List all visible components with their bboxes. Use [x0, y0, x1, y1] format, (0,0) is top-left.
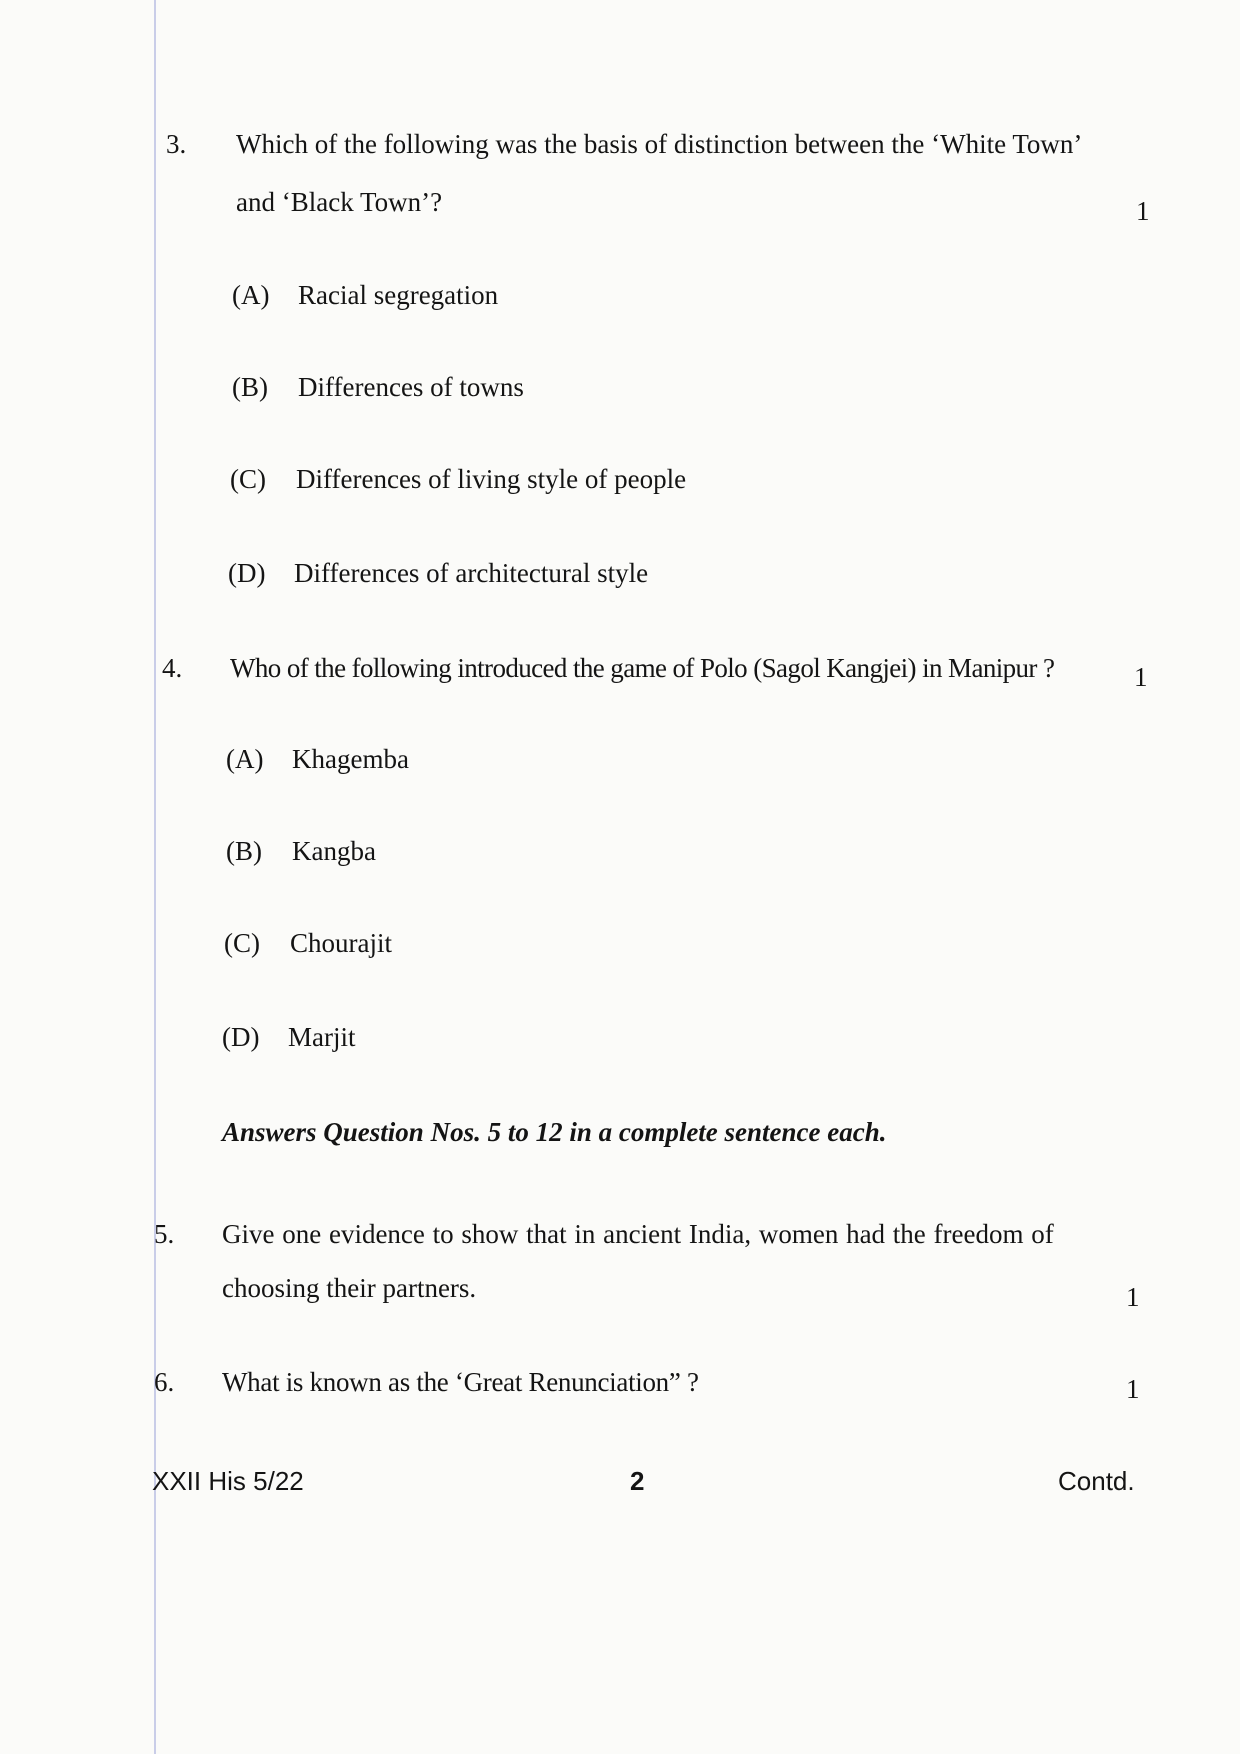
- option-d: [222, 1022, 356, 1053]
- question-marks: 1: [1126, 1374, 1140, 1404]
- option-label: (A): [232, 280, 270, 310]
- option-label: (D): [228, 558, 266, 588]
- option-a: [226, 744, 409, 775]
- question-marks: 1: [1134, 662, 1148, 692]
- question-marks: 1: [1136, 196, 1150, 226]
- option-text: Chourajit: [290, 928, 392, 958]
- question-number: 4.: [162, 653, 183, 683]
- option-text: Marjit: [288, 1022, 356, 1052]
- question-text-line-1: What is known as the ‘Great Renunciation” ?: [222, 1367, 699, 1397]
- footer-paper-code: XXII His 5/22: [152, 1466, 304, 1496]
- option-text: Differences of towns: [298, 372, 524, 402]
- option-text: Differences of living style of people: [296, 464, 687, 494]
- option-label: (D): [222, 1022, 260, 1052]
- question-text-line-1: Give one evidence to show that in ancient India, women had the freedom of: [222, 1219, 1054, 1249]
- option-d: [228, 558, 648, 589]
- option-label: (C): [230, 464, 266, 494]
- option-label: (C): [224, 928, 260, 958]
- option-label: (B): [232, 372, 268, 402]
- question-text-line-2: choosing their partners.: [222, 1273, 477, 1303]
- option-label: (B): [226, 836, 262, 866]
- question-text-line-1: Which of the following was the basis of distinction between the ‘White Town’: [236, 129, 1083, 159]
- footer-contd: Contd.: [1058, 1466, 1135, 1496]
- option-c: [224, 928, 392, 959]
- question-number: 6.: [154, 1367, 175, 1397]
- question-number: 3.: [166, 129, 187, 159]
- option-text: Kangba: [292, 836, 376, 866]
- section-instruction: Answers Question Nos. 5 to 12 in a complete sentence each.: [222, 1117, 887, 1147]
- option-b: [232, 372, 524, 403]
- question-text-line-2: and ‘Black Town’?: [236, 187, 443, 217]
- option-b: [226, 836, 376, 867]
- option-c: [230, 464, 686, 495]
- option-text: Khagemba: [292, 744, 409, 774]
- question-number: 5.: [154, 1219, 175, 1249]
- question-text-line-1: Who of the following introduced the game of Polo (Sagol Kangjei) in Manipur ?: [230, 653, 1055, 683]
- option-text: Racial segregation: [298, 280, 499, 310]
- option-label: (A): [226, 744, 264, 774]
- footer-page-number: 2: [630, 1466, 645, 1496]
- option-a: [232, 280, 498, 311]
- option-text: Differences of architectural style: [294, 558, 649, 588]
- question-marks: 1: [1126, 1282, 1140, 1312]
